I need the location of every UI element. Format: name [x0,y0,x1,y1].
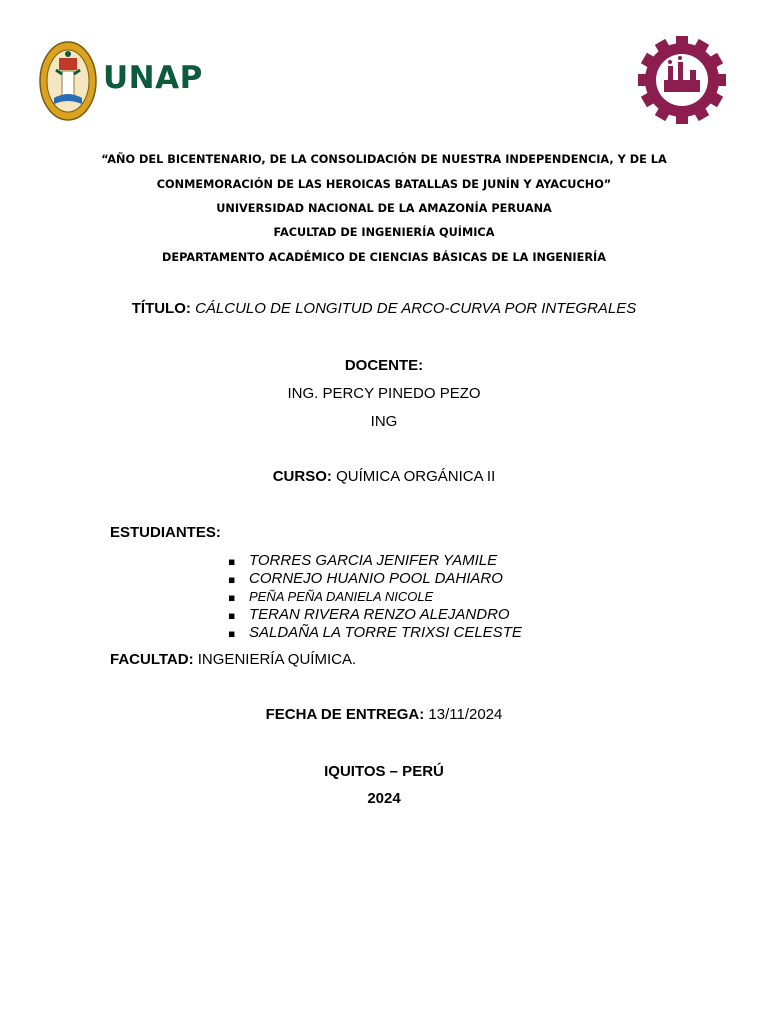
docente-name: ING. PERCY PINEDO PEZO [287,385,481,402]
list-item [228,552,522,570]
curso-label: CURSO: [272,468,332,485]
facultad-value: INGENIERÍA QUÍMICA. [197,651,357,668]
list-item [228,606,522,624]
year: 2024 [367,790,401,807]
unap-crest-logo [38,40,98,122]
facultad-line [110,651,356,668]
bullet-icon: ◾ [228,575,236,586]
students-list [228,552,522,642]
fiq-gear-logo [634,36,730,124]
fecha-line [0,706,768,723]
bullet-icon: ◾ [228,611,236,622]
student-name: CORNEJO HUANIO POOL DAHIARO [249,570,503,587]
student-name: TERAN RIVERA RENZO ALEJANDRO [249,606,510,623]
bullet-icon: ◾ [228,629,236,640]
student-name: TORRES GARCIA JENIFER YAMILE [249,552,498,569]
list-item [228,570,522,588]
fecha-label: FECHA DE ENTREGA: [265,706,425,723]
department-name: DEPARTAMENTO ACADÉMICO DE CIENCIAS BÁSICAS DE LA INGENIERÍA [161,251,606,264]
facultad-label: FACULTAD: [110,651,194,668]
title-value: CÁLCULO DE LONGITUD DE ARCO-CURVA POR INTEGRALES [195,300,637,317]
students-label: ESTUDIANTES: [110,524,221,541]
unap-wordmark: UNAP [103,60,203,96]
curso-line [0,468,768,485]
list-item [228,588,522,606]
title-label: TÍTULO: [131,300,191,317]
curso-value: QUÍMICA ORGÁNICA II [336,468,496,485]
place: IQUITOS – PERÚ [324,763,444,780]
commemorative-line-2: CONMEMORACIÓN DE LAS HEROICAS BATALLAS DE JUNÍN Y AYACUCHO” [156,178,612,191]
university-name: UNIVERSIDAD NACIONAL DE LA AMAZONÍA PERUANA [216,202,552,215]
student-name: SALDAÑA LA TORRE TRIXSI CELESTE [249,624,522,641]
student-name: PEÑA PEÑA DANIELA NICOLE [249,589,434,604]
title-line [0,300,768,317]
bullet-icon: ◾ [228,557,236,568]
fecha-value: 13/11/2024 [428,706,503,723]
bullet-icon: ◾ [228,593,236,604]
docente-extra: ING [370,413,398,430]
list-item [228,624,522,642]
commemorative-line-1: “AÑO DEL BICENTENARIO, DE LA CONSOLIDACIÓN DE NUESTRA INDEPENDENCIA, Y DE LA [101,153,667,166]
faculty-name: FACULTAD DE INGENIERÍA QUÍMICA [273,226,495,239]
docente-label: DOCENTE: [344,357,424,374]
